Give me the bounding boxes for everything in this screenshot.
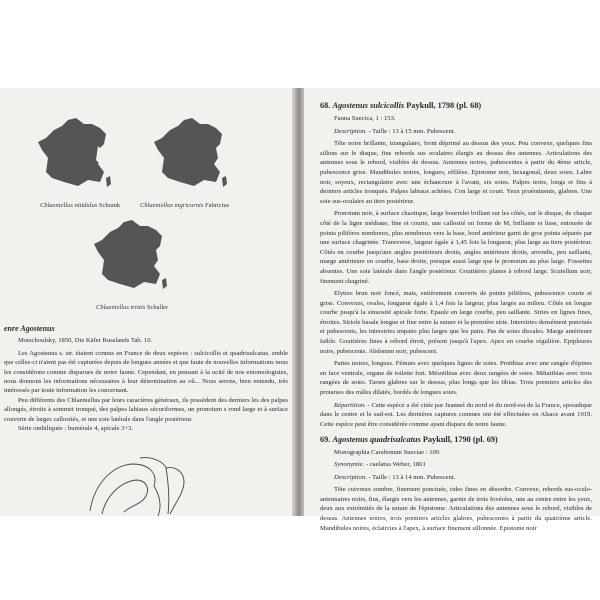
distribution-map-nitidulus [34,116,116,192]
monographia-reference: Monographia Carabonum Sueciae : 109. [334,449,441,457]
genus-paragraph-3: Série ombiliquée : humérale 4, apicale 3+3. [18,425,134,433]
species-text [320,100,592,533]
map-caption-2: Chlaeniellus nigricornis Fabricius [140,202,230,209]
fauna-reference: Fauna Suecica, 1 : 153. [334,115,396,122]
map-caption-3: Chlaeniellus tristis Schaller [96,304,169,311]
description-68: Description. - Taille : 13 à 15 mm. Pubescent. [334,127,456,135]
species-heading-69: 69. Agostenus quadrisulcatus Paykull, 1790 (pl. 69) [320,435,498,445]
genus-heading: enre Agostenus [4,324,55,333]
paragraph-head: Tête noire brillante, triangulaire, front déprimé au dessus des yeux. Peu convexe, quelques fins sillons sur le disque, fins rebords sus oculaires élargis au dessus des antennes. Articulations des antennes sous le rebord, visibles de dessus. Antennes noires, pubescentes à partir du 4ème article, pubescence grise. Mandibules noires, longues, effilées. Epistome noir, hexagonal, deux soies. Labre noir, soyeux, rectangulaire avec une échancrure à l'avant, six soies. Palpes noirs, longs et fins à derniers articles tronqués. Palpes labiaux achètes. Con large et court. Yeux proéminents, glabres. Une soie sus-oculaire au tiers postérieur. [320,140,592,205]
genus-paragraph-1: Les Agostenus s. str. étaient connus en France de deux espèces : sulcicollis et quadrisulcatus. emble que celles-ci n'aient pas été capturées depuis de longues années et que faute de nouvelles informations nous les considérons comme disparues de notre faune. Cependant, en pensant à la ucité de nos entomologistes, nous donnons les informations nécessaires à leur détermination au oû... Nous serons, bien entendu, très intéressés par toute information les concernant. [4,349,288,395]
synonymy: Synonymie. - caelatus Weber, 1801 [334,461,426,468]
genus-reference: Motschoulsky, 1850, Die Käfer Russlands Tab. 10. [18,337,153,345]
palpus-drawing [80,456,190,516]
paragraph-elytra: Elytres brun noir foncé, mats, entièrement couverts de points pilifères, pubescence courte et grise. Convexes, ovales, longueur égale à 1,4 fois la largeur, plus larges au milieu. Côtés en longue courbe jusqu'à la sinuosité apicale forte. Epaule en large courbe, peu saillante. Stries en lignes fines, étroites. Striole basale longue et fine entre la suture et la première strie. Interstries densément ponctués et pubescents, les interstries impairs plus larges que les pairs. Pas de soies discales. Marge antérieure faible. Gouttières fines à rebord étroit, présent jusqu'à l'apex. Apex en courbe régulière. Epipleures noirs, pubescents. Abdomen noir, pubescent. [320,290,592,355]
species-heading-68: 68. Agostenus sulcicollis Paykull, 1798 (pl. 68) [320,101,482,110]
map-caption-1: Chlaeniellus nitidulus Schrank [40,202,121,209]
description-69: Description. - Taille : 13 à 14 mm. Pubescent. [334,473,456,481]
distribution-map-tristis [90,218,172,294]
left-page [0,88,296,516]
paragraph-head-69: Tête cuivreux sombre, finement ponctuée, rides fines en désordre. Convexe, rebords sus-oculo-antennaires noirs, fins, élargis vers les antennes, garnie de trois fovéoles, une au centre entre les yeux, deux aux extrémités de la suture de l'épistome. Articulations des antennes sous le rebord, visibles de dessus. Antennes noires, trois premiers articles glabres, pubescentes à partir du quatrième article. Mandibules noires, éclaircies à l'apex, à surface finement sillonnée. Epistome noir [320,486,592,532]
right-page [304,88,600,532]
genus-paragraph-2: Peu différents des Chlaeniellus par leurs caractères généraux, ils possèdent des derniers les des palpes allongés, étroits à sommet tronqué, des palpes labiaux sécuriformes, un pronotum s rond large et à surface couverte de larges callosités, et une soie latérale dans l'angle postérieur. [4,396,288,423]
distribution-map-nigricornis [150,116,232,192]
genus-text [4,324,288,433]
paragraph-legs: Pattes noires, longues. Fémurs avec quelques lignes de soies. Protibias avec une rangée d'épines en face ventrale, organe de toilette fort. Mésotibias avec deux rangées de soies. Métatibias avec trois rangées de soies. Tarses glabres sur le dessus, plus longs que les tibias. Trois premiers articles des protarses des mâles dilatés, bordés de longues soies. [320,360,592,397]
repartition-68: Répartition. - Cette espèce a été citée par Jeannel du nord et du nord-est de la France, sporadique dans le centre et le sud-est. Les dernières captures connues ont été effectuées en Alsace avant 1919. Cette espèce peut être considérée comme ayant disparu de notre faune. [320,401,592,428]
paragraph-pronotum: Pronotum noir, à surface chaotique, large bourrelet brillant sur les côtés, sur le disque, de chaque côté de la ligne médiane, fine et courte, une callosité en forme de M, brillante et lisse, entourée de points pilifères nombreux, plus nombreux vers la base, bord antérieur garni de gros points séparés par une surface chagrinée. Transverse, largeur égale à 1,45 fois la longueur, plus large au tiers postérieur. Côtés en courbe jusqu'aux angles postérieurs droits, angles antérieurs droits, arrondis, peu saillants, marge antérieure en courbe, base droite, presque aussi large que le pronotum au plus large. Fossettes absentes. Une soie latérale dans l'angle postérieur. Gouttières planes à rebord large. Scutellum noir, finement chagriné. [320,210,592,285]
